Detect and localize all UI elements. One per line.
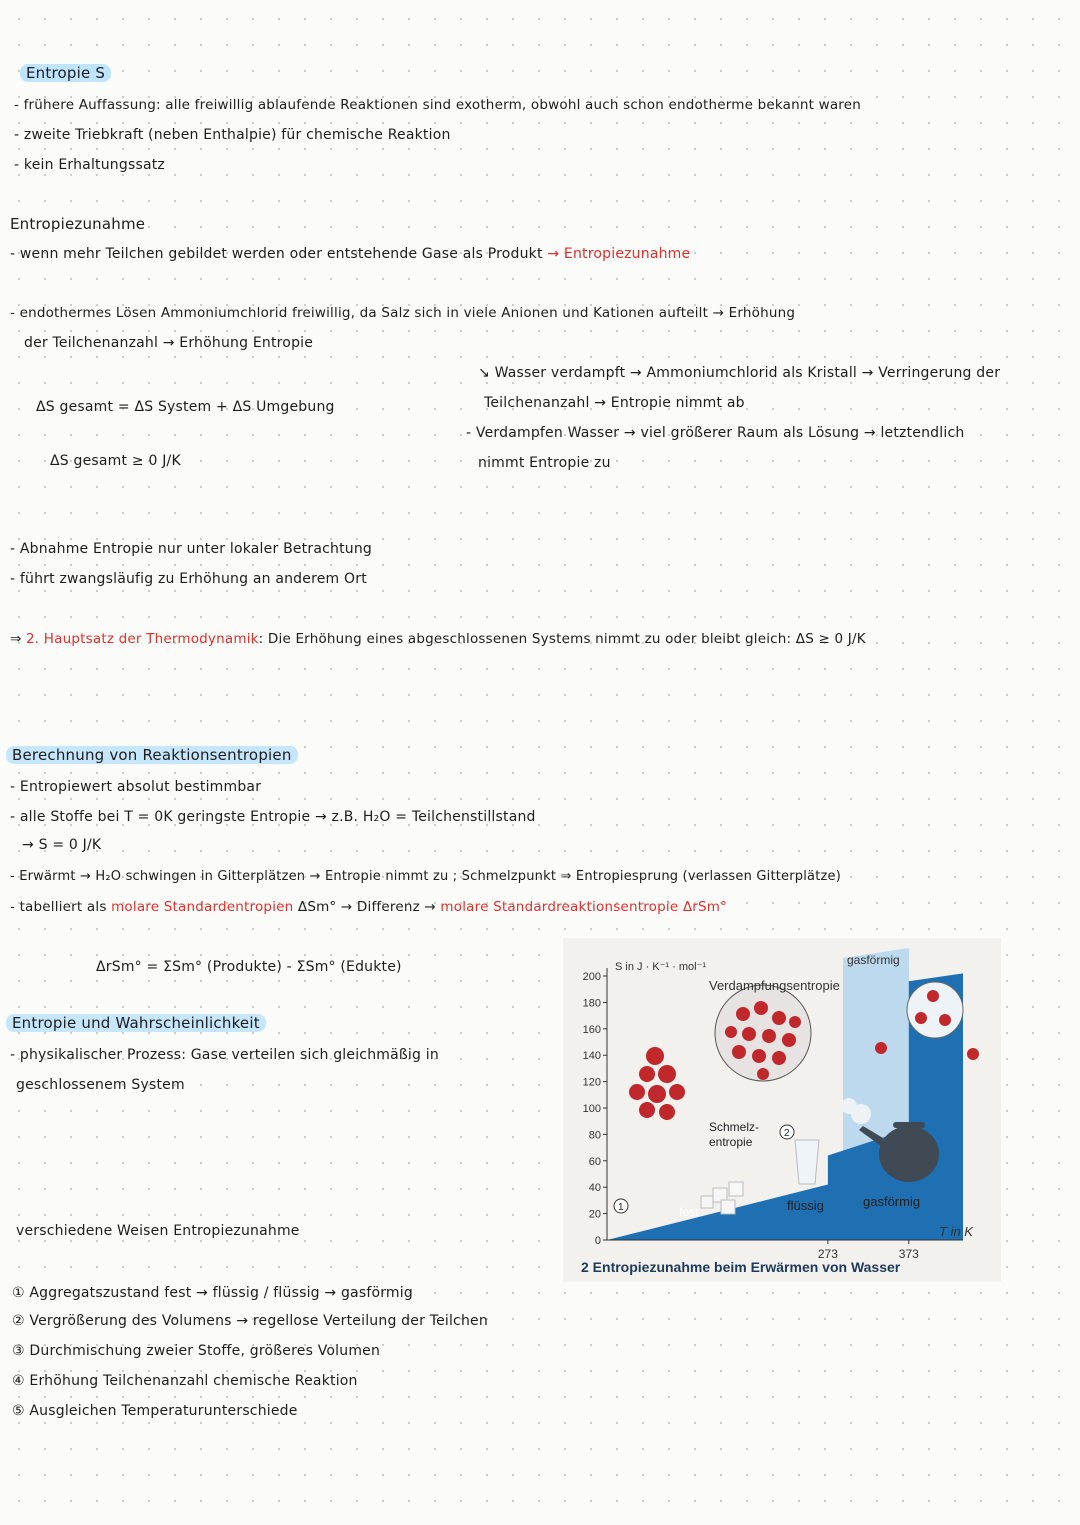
heading-wahrscheinlichkeit-text: Entropie und Wahrscheinlichkeit xyxy=(6,1014,266,1032)
heading-reaktionsentropien xyxy=(6,746,298,764)
text-line: - alle Stoffe bei T = 0K geringste Entropie → z.B. H₂O = Teilchenstillstand xyxy=(10,809,536,825)
marker-1-label: 1 xyxy=(618,1202,624,1213)
marker-2-icon xyxy=(780,1125,794,1139)
label-schmelzentropie-2: entropie xyxy=(709,1135,753,1149)
text-line: geschlossenem System xyxy=(16,1077,185,1093)
y-tick-label: 100 xyxy=(582,1103,601,1115)
y-tick-label: 200 xyxy=(582,971,601,983)
text-line: - führt zwangsläufig zu Erhöhung an anderem Ort xyxy=(10,571,367,587)
x-tick-label: 273 xyxy=(817,1247,838,1261)
heading-entropie-text: Entropie S xyxy=(20,64,111,82)
text-line: - kein Erhaltungssatz xyxy=(14,157,165,173)
list-item: ② Vergrößerung des Volumens → regellose Verteilung der Teilchen xyxy=(12,1313,488,1329)
label-schmelzentropie-1: Schmelz- xyxy=(709,1120,760,1134)
y-tick-label: 120 xyxy=(582,1076,601,1089)
solid-molecule-cluster-icon xyxy=(629,1047,685,1120)
text-line xyxy=(10,898,727,916)
text-line: nimmt Entropie zu xyxy=(478,455,611,471)
text-line: der Teilchenanzahl → Erhöhung Entropie xyxy=(24,335,314,351)
second-law-title: 2. Hauptsatz der Thermodynamik xyxy=(26,631,259,647)
text-line: - Verdampfen Wasser → viel größerer Raum als Lösung → letztendlich xyxy=(466,425,965,441)
second-law-text: : Die Erhöhung eines abgeschlossenen Systems nimmt zu oder bleibt gleich: ΔS ≥ 0 J/K xyxy=(258,631,866,647)
list-item: ③ Durchmischung zweier Stoffe, größeres Volumen xyxy=(12,1343,381,1359)
highlight-red-text: → Entropiezunahme xyxy=(547,246,691,262)
arrow-symbol: ⇒ xyxy=(10,631,22,647)
highlight-red-text: molare Standardreaktionsentropie ΔrSm° xyxy=(440,899,728,915)
water-glass-icon xyxy=(795,1140,819,1184)
y-tick-label: 140 xyxy=(582,1050,601,1063)
heading-reaktionsentropien-text: Berechnung von Reaktionsentropien xyxy=(6,746,298,764)
text-span: - wenn mehr Teilchen gebildet werden oder entstehende Gase als Produkt xyxy=(10,246,543,262)
liquid-molecules-icon xyxy=(715,985,811,1081)
text-line: - Entropiewert absolut bestimmbar xyxy=(10,779,262,795)
text-line: - endothermes Lösen Ammoniumchlorid freiwillig, da Salz sich in viele Anionen und Kationen aufteilt → Erhöhung xyxy=(10,305,796,321)
text-line: → S = 0 J/K xyxy=(22,837,102,853)
y-tick-label: 80 xyxy=(588,1129,601,1142)
entropy-chart-svg xyxy=(563,938,1001,1282)
text-line: ↘ Wasser verdampft → Ammoniumchlorid als Kristall → Verringerung der xyxy=(478,365,1001,381)
text-line: Teilchenanzahl → Entropie nimmt ab xyxy=(484,395,745,411)
x-tick-label: 373 xyxy=(898,1247,919,1261)
y-tick-label: 20 xyxy=(588,1208,601,1221)
second-law-line xyxy=(10,630,866,648)
text-span: ΔSm° → Differenz → xyxy=(297,899,436,915)
text-line: - frühere Auffassung: alle freiwillig ablaufende Reaktionen sind exotherm, obwohl auch schon endotherme bekannt waren xyxy=(14,97,862,113)
y-tick-label: 180 xyxy=(582,997,601,1010)
y-tick-label: 40 xyxy=(588,1182,601,1195)
formula-entropy-total: ΔS gesamt = ΔS System + ΔS Umgebung xyxy=(36,399,335,415)
y-ticks xyxy=(583,971,607,1247)
formula-reaction-entropy: ΔrSm° = ΣSm° (Produkte) - ΣSm° (Edukte) xyxy=(96,959,402,975)
x-ticks xyxy=(818,1240,919,1261)
label-gasfoermig-top: gasförmig xyxy=(847,953,900,967)
heading-entropie xyxy=(20,64,111,82)
text-line xyxy=(10,245,690,263)
label-verdampfungsentropie: Verdampfungsentropie xyxy=(709,978,840,993)
y-tick-label: 60 xyxy=(588,1155,601,1168)
list-item: ⑤ Ausgleichen Temperaturunterschiede xyxy=(12,1403,298,1419)
entropy-figure xyxy=(563,938,1001,1282)
y-tick-label: 160 xyxy=(582,1023,601,1036)
formula-entropy-condition: ΔS gesamt ≥ 0 J/K xyxy=(50,453,181,469)
highlight-red-text: molare Standardentropien xyxy=(111,899,294,915)
heading-entropiezunahme: Entropiezunahme xyxy=(10,215,146,233)
y-tick-label: 0 xyxy=(594,1235,601,1247)
y-axis-label: S in J · K⁻¹ · mol⁻¹ xyxy=(615,961,707,973)
text-line: - physikalischer Prozess: Gase verteilen sich gleichmäßig in xyxy=(10,1047,439,1063)
list-item: ① Aggregatszustand fest → flüssig / flüssig → gasförmig xyxy=(12,1285,413,1301)
label-fest: fest xyxy=(679,1205,699,1219)
text-line: - zweite Triebkraft (neben Enthalpie) für chemische Reaktion xyxy=(14,127,451,143)
list-item: ④ Erhöhung Teilchenanzahl chemische Reaktion xyxy=(12,1373,358,1389)
text-line: - Abnahme Entropie nur unter lokaler Betrachtung xyxy=(10,541,372,557)
x-axis-label: T in K xyxy=(939,1224,973,1239)
ways-heading: verschiedene Weisen Entropiezunahme xyxy=(16,1223,300,1239)
figure-caption: 2 Entropiezunahme beim Erwärmen von Wasser xyxy=(581,1259,901,1275)
label-gasfoermig-bottom: gasförmig xyxy=(863,1194,921,1209)
label-fluessig: flüssig xyxy=(787,1198,824,1213)
marker-1-icon xyxy=(614,1199,628,1213)
text-span: - tabelliert als xyxy=(10,899,107,915)
marker-2-label: 2 xyxy=(784,1128,790,1139)
text-line: - Erwärmt → H₂O schwingen in Gitterplätzen → Entropie nimmt zu ; Schmelzpunkt ⇒ Entropiesprung (verlassen Gitterplätze) xyxy=(10,869,842,884)
heading-wahrscheinlichkeit xyxy=(6,1014,266,1032)
